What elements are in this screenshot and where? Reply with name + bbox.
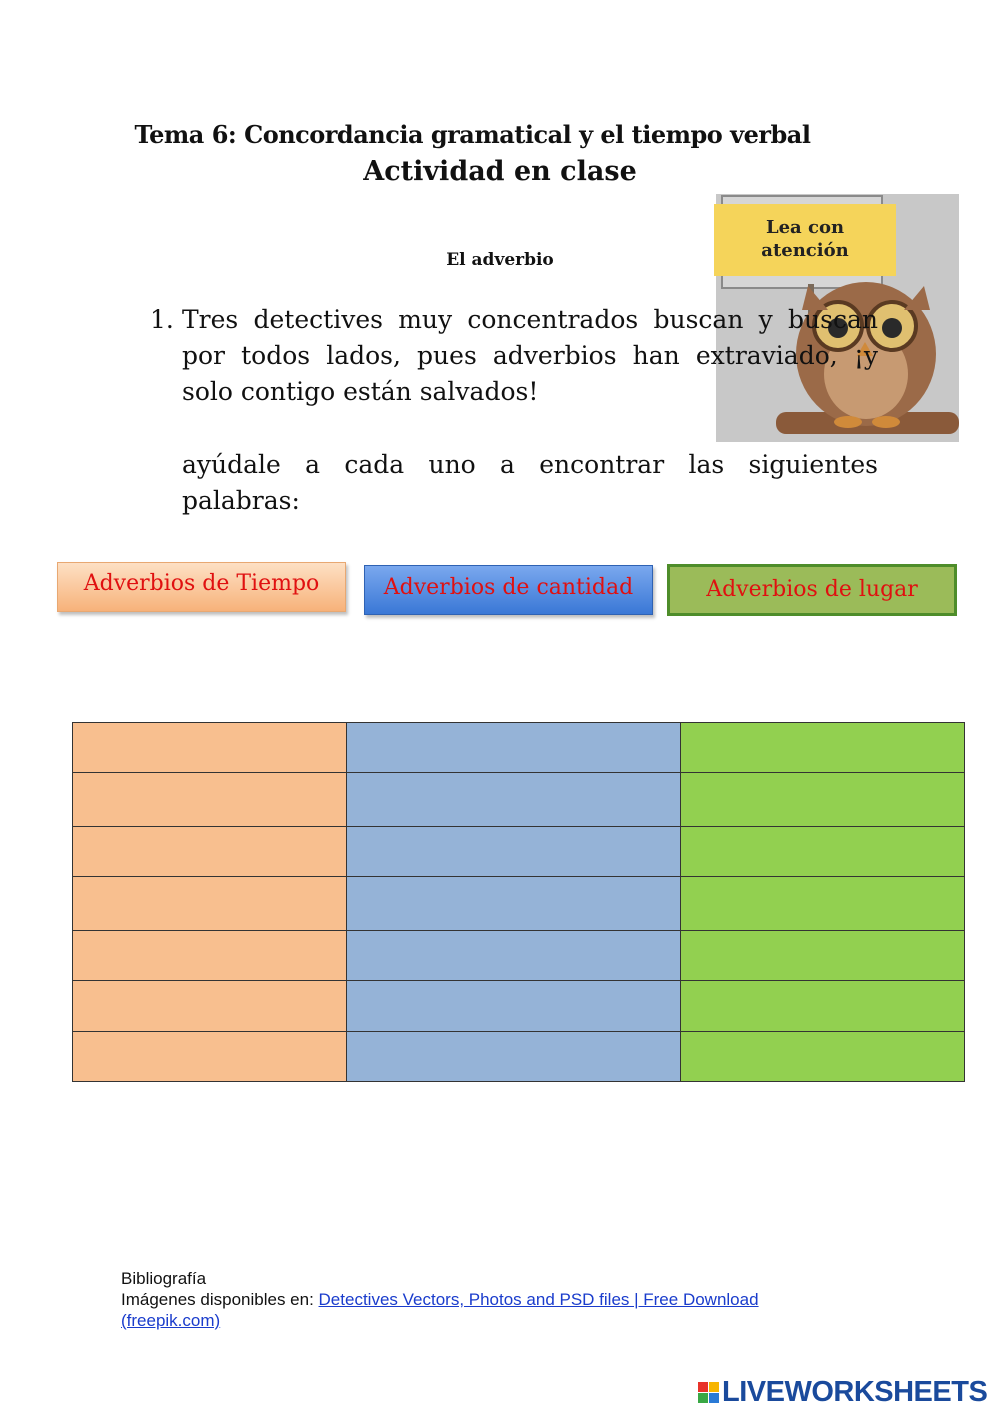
page-title: Tema 6: Concordancia gramatical y el tiempo verbal	[134, 120, 811, 149]
category-place-adverbs[interactable]: Adverbios de lugar	[667, 564, 957, 616]
place-answer-cell[interactable]	[681, 773, 965, 827]
amount-answer-cell[interactable]	[347, 981, 681, 1032]
time-answer-cell[interactable]	[73, 931, 347, 981]
table-row	[73, 1032, 965, 1082]
section-subtitle: El adverbio	[446, 250, 554, 270]
logo-text: LIVEWORKSHEETS	[722, 1376, 988, 1408]
category-amount-adverbs[interactable]: Adverbios de cantidad	[364, 565, 653, 615]
amount-answer-cell[interactable]	[347, 931, 681, 981]
time-answer-cell[interactable]	[73, 827, 347, 877]
time-answer-cell[interactable]	[73, 877, 347, 931]
time-answer-cell[interactable]	[73, 773, 347, 827]
time-answer-cell[interactable]	[73, 723, 347, 773]
table-row	[73, 877, 965, 931]
sign-line-1: Lea con	[765, 217, 845, 238]
bibliography	[121, 1268, 841, 1331]
place-answer-cell[interactable]	[681, 981, 965, 1032]
exercise-intro: Tres detectives muy concentrados buscan y buscan por todos lados, pues adverbios han extraviado, ¡y solo contigo están salvados!	[182, 305, 878, 406]
exercise-number: 1.	[150, 305, 174, 334]
amount-answer-cell[interactable]	[347, 723, 681, 773]
place-answer-cell[interactable]	[681, 827, 965, 877]
bibliography-source	[121, 1289, 841, 1331]
table-row	[73, 723, 965, 773]
logo-mark-icon	[698, 1382, 719, 1403]
table-row	[73, 827, 965, 877]
amount-answer-cell[interactable]	[347, 877, 681, 931]
read-carefully-sign	[714, 204, 896, 276]
amount-answer-cell[interactable]	[347, 773, 681, 827]
table-row	[73, 773, 965, 827]
time-answer-cell[interactable]	[73, 1032, 347, 1082]
category-time-adverbs[interactable]: Adverbios de Tiempo	[57, 562, 346, 612]
place-answer-cell[interactable]	[681, 931, 965, 981]
amount-answer-cell[interactable]	[347, 827, 681, 877]
exercise-instruction: ayúdale a cada uno a encontrar las siguientes palabras:	[182, 450, 878, 515]
place-answer-cell[interactable]	[681, 1032, 965, 1082]
table-row	[73, 931, 965, 981]
place-answer-cell[interactable]	[681, 877, 965, 931]
bibliography-prefix: Imágenes disponibles en:	[121, 1290, 319, 1309]
activity-heading: Actividad en clase	[363, 156, 637, 187]
place-answer-cell[interactable]	[681, 723, 965, 773]
answer-grid	[72, 722, 965, 1082]
liveworksheets-logo	[698, 1376, 987, 1409]
table-row	[73, 981, 965, 1032]
time-answer-cell[interactable]	[73, 981, 347, 1032]
bibliography-link[interactable]: Detectives Vectors, Photos and PSD files | Free Download (freepik.com)	[121, 1290, 759, 1330]
bibliography-heading: Bibliografía	[121, 1269, 207, 1288]
amount-answer-cell[interactable]	[347, 1032, 681, 1082]
sign-line-2: atención	[761, 240, 849, 261]
